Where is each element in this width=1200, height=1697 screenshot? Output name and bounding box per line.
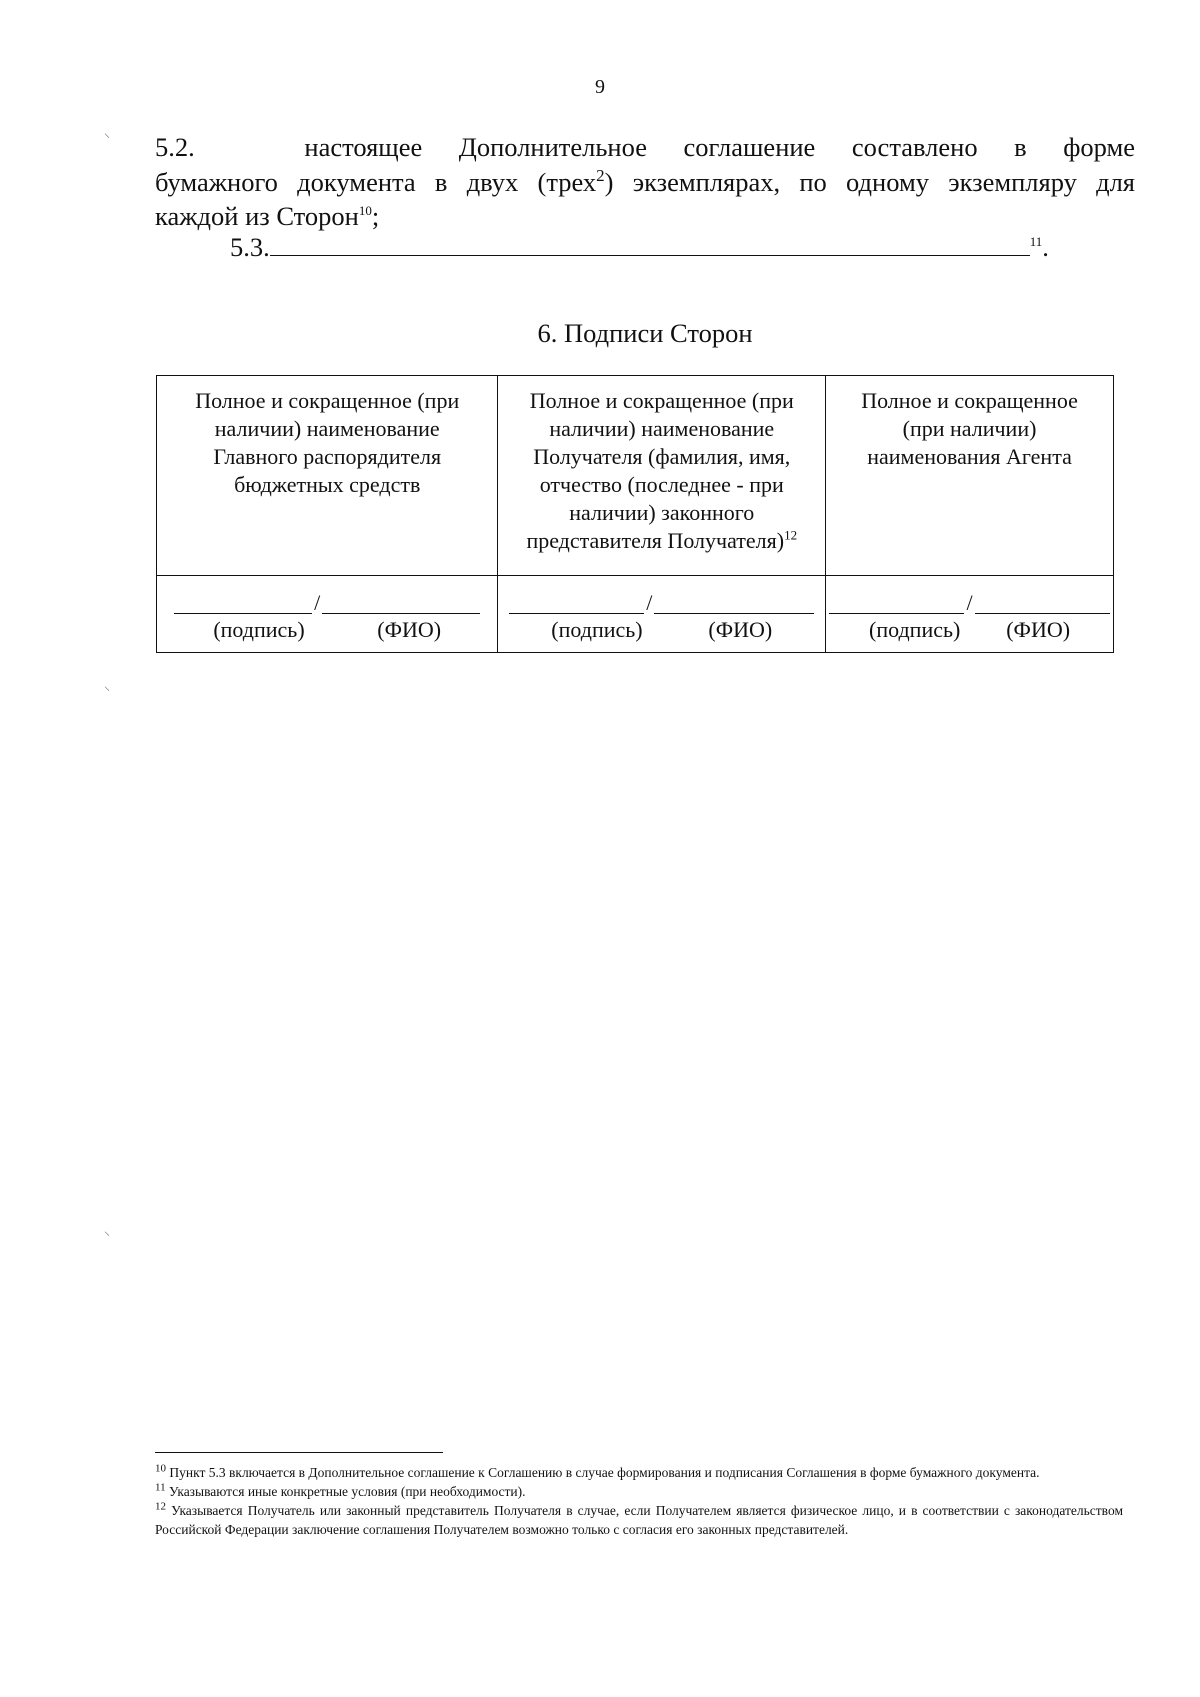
- para-5-2-end: ;: [371, 201, 380, 231]
- col1-header: [157, 376, 498, 576]
- signature-blank: [509, 591, 644, 614]
- para-5-2-line-2: [155, 166, 1135, 199]
- footnote-ref-11: 11: [1029, 234, 1043, 250]
- slash: /: [314, 590, 321, 615]
- signature-labels: [157, 616, 497, 644]
- para-5-3: [230, 229, 1049, 264]
- para-5-3-end: .: [1042, 232, 1049, 262]
- col3-header: [826, 376, 1114, 576]
- footnote-ref-12: 12: [784, 527, 798, 543]
- col1-header-text: Полное и сокращенное (при наличии) наименование Главного распорядителя бюджетных средств: [195, 388, 460, 497]
- footnote-11-text: Указываются иные конкретные условия (при необходимости).: [165, 1484, 526, 1499]
- slash: /: [646, 590, 653, 615]
- name-label: (ФИО): [1006, 617, 1071, 642]
- footnote-11-number: 11: [155, 1481, 166, 1494]
- signature-line: [498, 590, 825, 614]
- signature-blank: [174, 591, 312, 614]
- sign-cell-2: [498, 576, 826, 653]
- para-5-2-text-2a: бумажного документа в двух (трех: [155, 167, 597, 197]
- name-blank: [654, 591, 814, 614]
- table-sign-row: [157, 576, 1114, 653]
- col2-header: [498, 376, 826, 576]
- section-title: 6. Подписи Сторон: [537, 318, 753, 348]
- signature-line: [826, 590, 1113, 614]
- name-blank: [322, 591, 480, 614]
- footnote-ref-10: 10: [358, 203, 372, 219]
- signature-blank: [829, 591, 964, 614]
- page-number: 9: [595, 76, 605, 98]
- col3-header-text: Полное и сокращенное (при наличии) наименования Агента: [861, 388, 1078, 469]
- signature-labels: [498, 616, 825, 644]
- footnote-12-text: Указывается Получатель или законный представитель Получателя в случае, если Получателем является физическое лицо, и в соответствии с законодательством Российской Федерации заключение соглашения Получателем возможно только с согласия его законных представителей.: [155, 1503, 1123, 1537]
- sign-label: (подпись): [213, 617, 305, 642]
- signature-labels: [826, 616, 1113, 644]
- col2-header-block: [498, 387, 825, 555]
- footnote-10-number: 10: [155, 1462, 166, 1475]
- footnote-ref-2: 2: [596, 166, 605, 186]
- para-5-2-text-1: 5.2. настоящее Дополнительное соглашение составлено в форме: [155, 132, 1135, 162]
- footnotes: [155, 1463, 1123, 1539]
- name-label: (ФИО): [708, 617, 773, 642]
- footnote-12-number: 12: [155, 1500, 166, 1513]
- para-5-2-text-3: каждой из Сторон: [155, 201, 359, 231]
- sign-label: (подпись): [551, 617, 643, 642]
- sign-label: (подпись): [869, 617, 961, 642]
- para-5-3-label: 5.3.: [230, 232, 270, 262]
- scan-mark: ⸜: [104, 679, 111, 693]
- para-5-2-line-1: [155, 131, 1135, 164]
- scan-mark: ⸜: [104, 126, 111, 140]
- para-5-2-text-2b: ) экземплярах, по одному экземпляру для: [604, 167, 1135, 197]
- name-label: (ФИО): [377, 617, 442, 642]
- para-5-3-blank-line: [270, 229, 1030, 256]
- footnote-12: [155, 1501, 1123, 1539]
- signatures-table: [156, 375, 1114, 653]
- slash: /: [966, 590, 973, 615]
- signature-line: [157, 590, 497, 614]
- table-header-row: [157, 376, 1114, 576]
- footnote-10-text: Пункт 5.3 включается в Дополнительное соглашение к Соглашению в случае формирования и подписания Соглашения в форме бумажного документа.: [166, 1465, 1040, 1480]
- footnote-10: [155, 1463, 1123, 1482]
- sign-cell-3: [826, 576, 1114, 653]
- col2-header-text: Полное и сокращенное (при наличии) наименование Получателя (фамилия, имя, отчество (последнее - при наличии) законного представителя Получателя): [526, 388, 794, 553]
- scan-mark: ⸜: [104, 1224, 111, 1238]
- name-blank: [975, 591, 1110, 614]
- footnote-11: [155, 1482, 1123, 1501]
- sign-cell-1: [157, 576, 498, 653]
- footnote-rule: [155, 1452, 443, 1453]
